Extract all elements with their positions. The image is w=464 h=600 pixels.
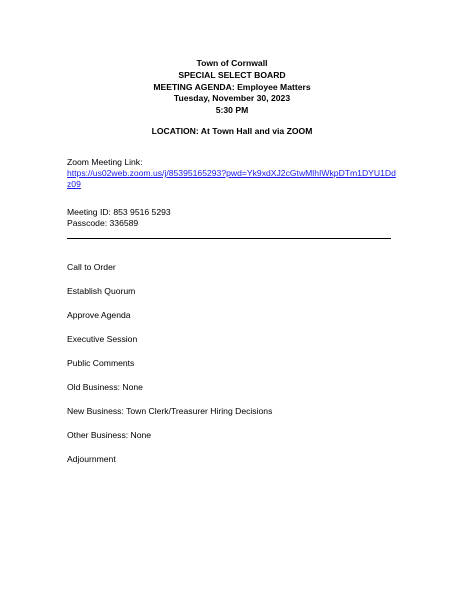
agenda-item-other-business: Other Business: None bbox=[67, 430, 152, 440]
meeting-id: Meeting ID: 853 9516 5293 bbox=[67, 207, 171, 217]
agenda-item-establish-quorum: Establish Quorum bbox=[67, 286, 136, 296]
agenda-item-new-business: New Business: Town Clerk/Treasurer Hiring Decisions bbox=[67, 406, 273, 416]
meeting-time: 5:30 PM bbox=[215, 105, 249, 116]
agenda-item-adjournment: Adjournment bbox=[67, 454, 116, 464]
agenda-title: MEETING AGENDA: Employee Matters bbox=[153, 81, 311, 92]
board-name: SPECIAL SELECT BOARD bbox=[178, 69, 286, 80]
zoom-section bbox=[67, 157, 407, 190]
agenda-item-approve-agenda: Approve Agenda bbox=[67, 310, 131, 320]
agenda-header bbox=[0, 58, 464, 117]
agenda-item-old-business: Old Business: None bbox=[67, 382, 143, 392]
town-name: Town of Cornwall bbox=[196, 58, 268, 68]
meeting-location: LOCATION: At Town Hall and via ZOOM bbox=[151, 126, 313, 136]
zoom-link-label: Zoom Meeting Link: bbox=[67, 157, 143, 167]
meeting-credentials bbox=[67, 207, 171, 229]
agenda-item-executive-session: Executive Session bbox=[67, 334, 138, 344]
agenda-item-call-to-order: Call to Order bbox=[67, 262, 116, 272]
meeting-passcode: Passcode: 336589 bbox=[67, 218, 139, 228]
meeting-date: Tuesday, November 30, 2023 bbox=[173, 93, 291, 104]
agenda-item-public-comments: Public Comments bbox=[67, 358, 135, 368]
zoom-meeting-link[interactable]: https://us02web.zoom.us/j/85395165293?pwd=Yk9xdXJ2cGtwMlhIWkpDTm1DYU1Ddz09 bbox=[67, 168, 396, 189]
divider-line bbox=[67, 238, 391, 239]
